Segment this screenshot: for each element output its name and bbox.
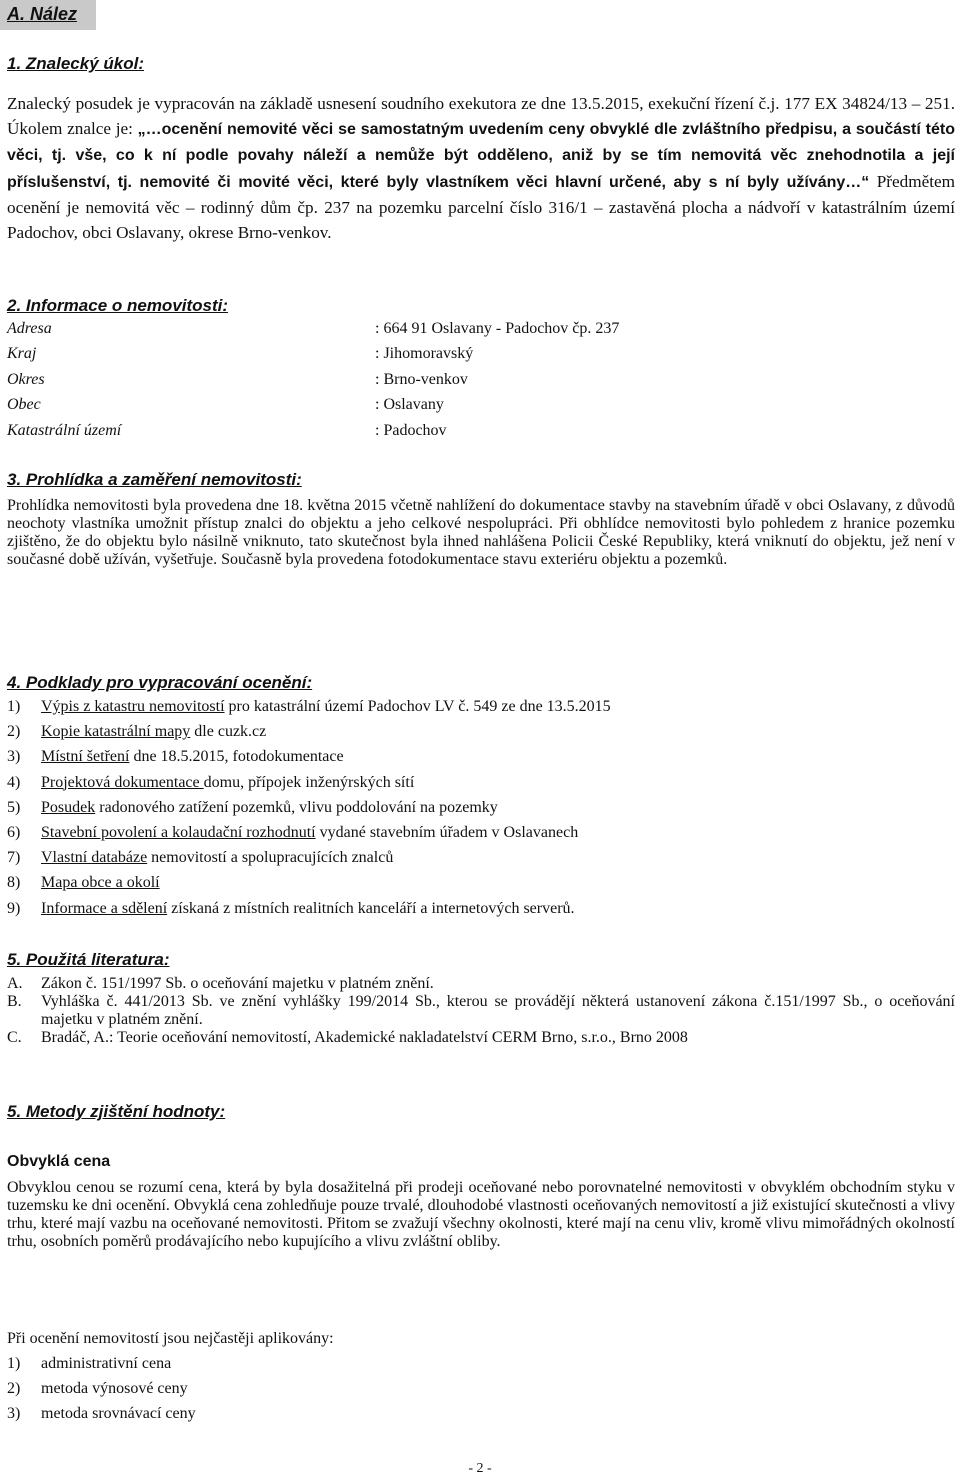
literature-list	[7, 975, 955, 1047]
assignment-text: Znalecký posudek je vypracován na základě usnesení soudního exekutora ze dne 13.5.2015, exekuční řízení č.j. 177 EX 34824/13 – 251. Úkolem znalce je:	[7, 94, 955, 139]
quote-close: “	[861, 173, 870, 191]
list-item	[7, 874, 955, 899]
item-text: administrativní cena	[41, 1355, 172, 1372]
heading-podklady: 4. Podklady pro vypracování ocenění:	[7, 673, 313, 692]
info-value: : Oslavany	[375, 396, 444, 414]
item-text: Vyhláška č. 441/2013 Sb. ve znění vyhlášky 199/2014 Sb., kterou se provádějí některá ustanovení zákona č.151/1997 Sb., o oceňování majetku v platném znění.	[41, 993, 955, 1028]
list-item	[7, 698, 955, 723]
list-item	[7, 1029, 955, 1047]
assignment-paragraph	[7, 91, 955, 245]
item-underlined: Místní šetření	[41, 748, 130, 766]
list-item	[7, 723, 955, 748]
list-item	[7, 1405, 955, 1430]
item-underlined: Kopie katastrální mapy	[41, 723, 191, 741]
item-text: nemovitostí a spolupracujících znalců	[147, 849, 394, 867]
item-letter: A.	[7, 975, 23, 992]
item-underlined: Projektová dokumentace	[41, 773, 204, 791]
info-key: Okres	[7, 370, 45, 388]
info-key: Katastrální území	[7, 421, 122, 439]
item-text: získaná z místních realitních kanceláří a internetových serverů.	[167, 899, 575, 917]
list-item	[7, 1355, 955, 1380]
item-text: dne 18.5.2015, fotodokumentace	[129, 748, 344, 766]
quote-open: „…	[137, 121, 162, 139]
item-underlined: Výpis z katastru nemovitostí	[41, 698, 225, 715]
item-text: radonového zatížení pozemků, vlivu poddolování na pozemky	[95, 798, 498, 816]
info-value: : Padochov	[375, 421, 447, 439]
list-item	[7, 774, 955, 799]
list-item	[7, 975, 955, 993]
item-number: 3)	[7, 748, 21, 766]
heading-informace: 2. Informace o nemovitosti:	[7, 296, 229, 315]
item-number: 3)	[7, 1405, 21, 1423]
item-underlined: Mapa obce a okolí	[41, 874, 160, 892]
list-item	[7, 799, 955, 824]
subheading-obvykla-cena: Obvyklá cena	[7, 1153, 111, 1170]
item-underlined: Informace a sdělení	[41, 899, 168, 917]
item-number: 4)	[7, 773, 21, 791]
item-letter: B.	[7, 993, 22, 1010]
assignment-bold-text: ocenění nemovité věci se samostatným uvedením ceny obvyklé dle zvláštního předpisu, a součástí této věci, tj. vše, co k ní podle povahy náleží a nemůže být odděleno, aniž by se tím nemovitá věc znehodnotila a její příslušenství, tj. nemovité či movité věci, které byly vlastníkem věci hlavní určené, aby s ní byly užívány…	[7, 121, 955, 191]
item-number: 1)	[7, 698, 21, 715]
item-number: 2)	[7, 1380, 21, 1398]
page-number: - 2 -	[468, 1461, 492, 1476]
heading-literatura: 5. Použitá literatura:	[7, 950, 170, 969]
list-item	[7, 849, 955, 874]
item-number: 7)	[7, 849, 21, 867]
item-number: 2)	[7, 723, 21, 741]
section-title: A. Nález	[7, 4, 78, 24]
list-item	[7, 1380, 955, 1405]
info-value: : 664 91 Oslavany - Padochov čp. 237	[375, 320, 620, 337]
item-text: pro katastrální území Padochov LV č. 549 ze dne 13.5.2015	[224, 698, 611, 715]
item-text: metoda výnosové ceny	[41, 1380, 188, 1398]
item-text: Bradáč, A.: Teorie oceňování nemovitostí, Akademické nakladatelství CERM Brno, s.r.o., Brno 2008	[41, 1029, 688, 1046]
subject-text: Předmětem ocenění je nemovitá věc – rodinný dům čp. 237 na pozemku parcelní číslo 316/1 – zastavěná plocha a nádvoří v katastrálním území Padochov, obci Oslavany, okrese Brno-venkov.	[7, 171, 956, 243]
heading-znalecky-ukol: 1. Znalecký úkol:	[7, 54, 144, 73]
item-text: dle cuzk.cz	[190, 723, 267, 741]
item-number: 8)	[7, 874, 21, 892]
item-text: domu, přípojek inženýrských sítí	[203, 773, 415, 791]
item-number: 6)	[7, 823, 21, 841]
heading-metody: 5. Metody zjištění hodnoty:	[7, 1102, 226, 1121]
usual-price-paragraph: Obvyklou cenou se rozumí cena, která by byla dosažitelná při prodeji oceňované nebo porovnatelné nemovitosti v obvyklém obchodním styku v tuzemsku ke dni ocenění. Obvyklá cena zohledňuje pouze trvalé, dlouhodobé vlastnosti oceňovaných nemovitostí a již existující skutečnosti a vlivy trhu, které mají vazbu na oceňované nemovitosti. Přitom se zvažují všechny okolnosti, které mají na cenu vliv, kromě vlivu mimořádných okolností trhu, osobních poměrů prodávajícího nebo kupujícího a vlivu zvláštní obliby.	[7, 1179, 955, 1250]
sources-list	[7, 698, 955, 925]
item-underlined: Stavební povolení a kolaudační rozhodnutí	[41, 823, 316, 841]
item-number: 1)	[7, 1355, 21, 1372]
info-key: Kraj	[7, 345, 37, 363]
info-key: Obec	[7, 396, 41, 414]
list-item	[7, 993, 955, 1029]
info-value: : Brno-venkov	[375, 370, 468, 388]
item-letter: C.	[7, 1029, 22, 1046]
list-item	[7, 900, 955, 925]
info-key: Adresa	[7, 320, 52, 337]
item-text: Zákon č. 151/1997 Sb. o oceňování majetku v platném znění.	[41, 975, 434, 992]
item-number: 9)	[7, 899, 21, 917]
inspection-paragraph: Prohlídka nemovitosti byla provedena dne 18. května 2015 včetně nahlížení do dokumentace stavby na stavebním úřadě v obci Oslavany, z důvodů neochoty vlastníka umožnit přístup znalci do objektu a jeho celkové nespolupráci. Při obhlídce nemovitosti bylo pohledem z hranice pozemku zjištěno, že do objektu bylo násilně vniknuto, tato skutečnost byla ihned nahlášena Policii České Republiky, která vniknutí do objektu, jež není v současné době užíván, vyšetřuje. Současně byla provedena fotodokumentace stavu exteriéru objektu a pozemků.	[7, 497, 955, 568]
list-item	[7, 824, 955, 849]
item-text: metoda srovnávací ceny	[41, 1405, 196, 1423]
methods-intro: Při ocenění nemovitostí jsou nejčastěji aplikovány:	[7, 1330, 334, 1347]
info-value: : Jihomoravský	[375, 345, 474, 363]
list-item	[7, 748, 955, 773]
heading-prohlidka: 3. Prohlídka a zaměření nemovitosti:	[7, 470, 302, 489]
item-text: vydané stavebním úřadem v Oslavanech	[315, 823, 579, 841]
item-underlined: Posudek	[41, 798, 96, 816]
item-number: 5)	[7, 798, 21, 816]
item-underlined: Vlastní databáze	[41, 849, 148, 867]
methods-list	[7, 1355, 955, 1431]
